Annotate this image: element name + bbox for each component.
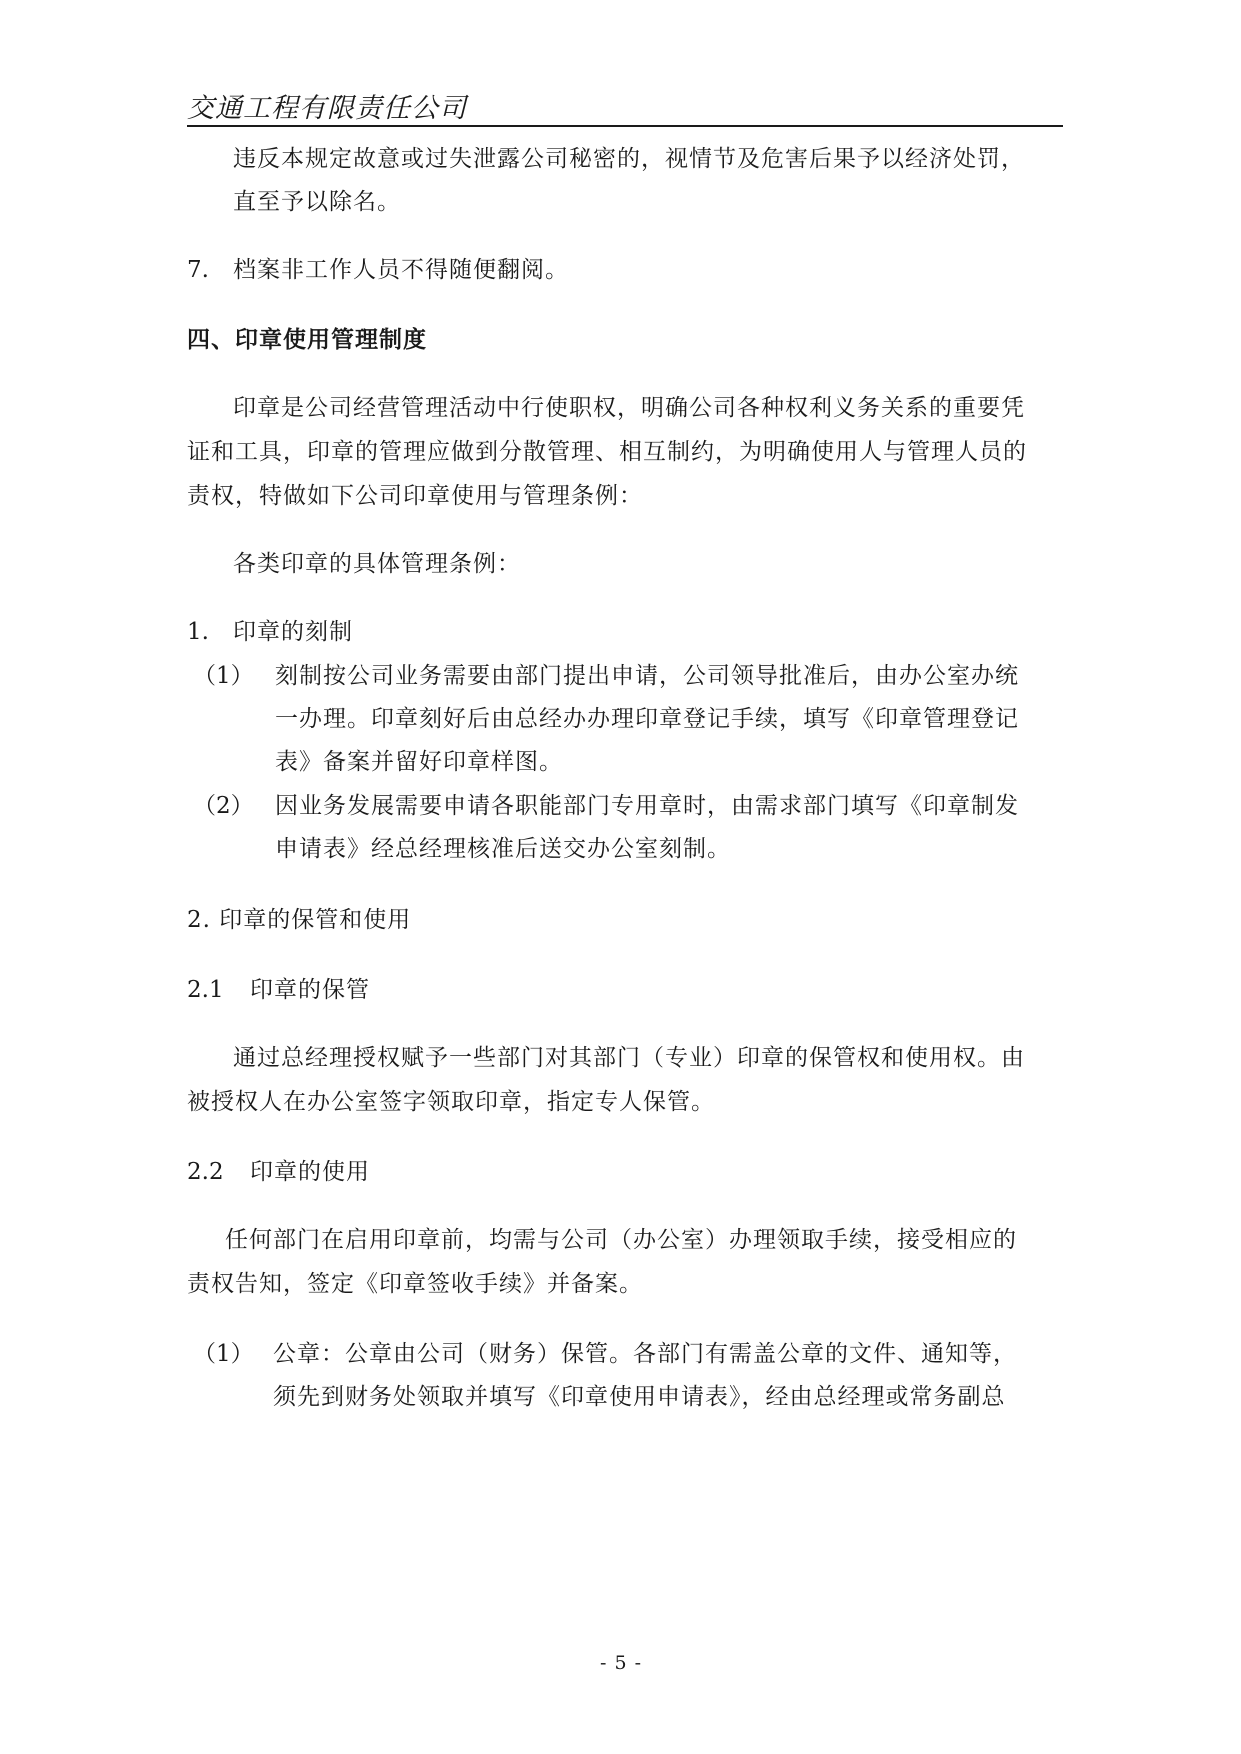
body-line: 通过总经理授权赋予一些部门对其部门（专业）印章的保管权和使用权。由	[233, 1045, 1025, 1071]
list-number: 2.1	[187, 977, 224, 1003]
body-line: 须先到财务处领取并填写《印章使用申请表》，经由总经理或常务副总	[273, 1384, 1006, 1410]
header-divider	[187, 125, 1063, 127]
subsection-title: 印章的保管	[250, 977, 370, 1003]
list-number: 7.	[187, 257, 209, 283]
body-line: 被授权人在办公室签字领取印章，指定专人保管。	[187, 1089, 715, 1115]
body-line: 刻制按公司业务需要由部门提出申请，公司领导批准后，由办公室办统	[275, 663, 1019, 689]
body-line: 印章是公司经营管理活动中行使职权，明确公司各种权利义务关系的重要凭	[233, 395, 1025, 421]
body-line: 因业务发展需要申请各职能部门专用章时，由需求部门填写《印章制发	[275, 793, 1019, 819]
body-line: 表》备案并留好印章样图。	[275, 749, 563, 775]
body-line: 任何部门在启用印章前，均需与公司（办公室）办理领取手续，接受相应的	[225, 1227, 1017, 1253]
list-number: （1）	[193, 663, 254, 689]
page-number: - 5 -	[600, 1652, 643, 1674]
list-number: （1）	[193, 1341, 254, 1367]
page-header-title: 交通工程有限责任公司	[187, 93, 467, 124]
body-line: 责权告知，签定《印章签收手续》并备案。	[187, 1271, 643, 1297]
list-item-text: 档案非工作人员不得随便翻阅。	[233, 257, 569, 283]
body-line: 直至予以除名。	[233, 189, 401, 215]
body-line: 责权，特做如下公司印章使用与管理条例：	[187, 483, 643, 509]
list-number: 2.2	[187, 1159, 224, 1185]
section-heading: 四、印章使用管理制度	[187, 327, 427, 353]
subsection-title: 2. 印章的保管和使用	[187, 907, 412, 933]
body-line: 公章：公章由公司（财务）保管。各部门有需盖公章的文件、通知等，	[273, 1341, 1017, 1367]
subsection-title: 印章的刻制	[233, 619, 353, 645]
list-number: 1.	[187, 619, 209, 645]
body-line: 违反本规定故意或过失泄露公司秘密的，视情节及危害后果予以经济处罚，	[233, 146, 1025, 172]
subsection-title: 印章的使用	[250, 1159, 370, 1185]
body-line: 各类印章的具体管理条例：	[233, 551, 521, 577]
list-number: （2）	[193, 793, 254, 819]
body-line: 证和工具，印章的管理应做到分散管理、相互制约，为明确使用人与管理人员的	[187, 439, 1027, 465]
body-line: 申请表》经总经理核准后送交办公室刻制。	[275, 836, 731, 862]
body-line: 一办理。印章刻好后由总经办办理印章登记手续，填写《印章管理登记	[275, 706, 1019, 732]
